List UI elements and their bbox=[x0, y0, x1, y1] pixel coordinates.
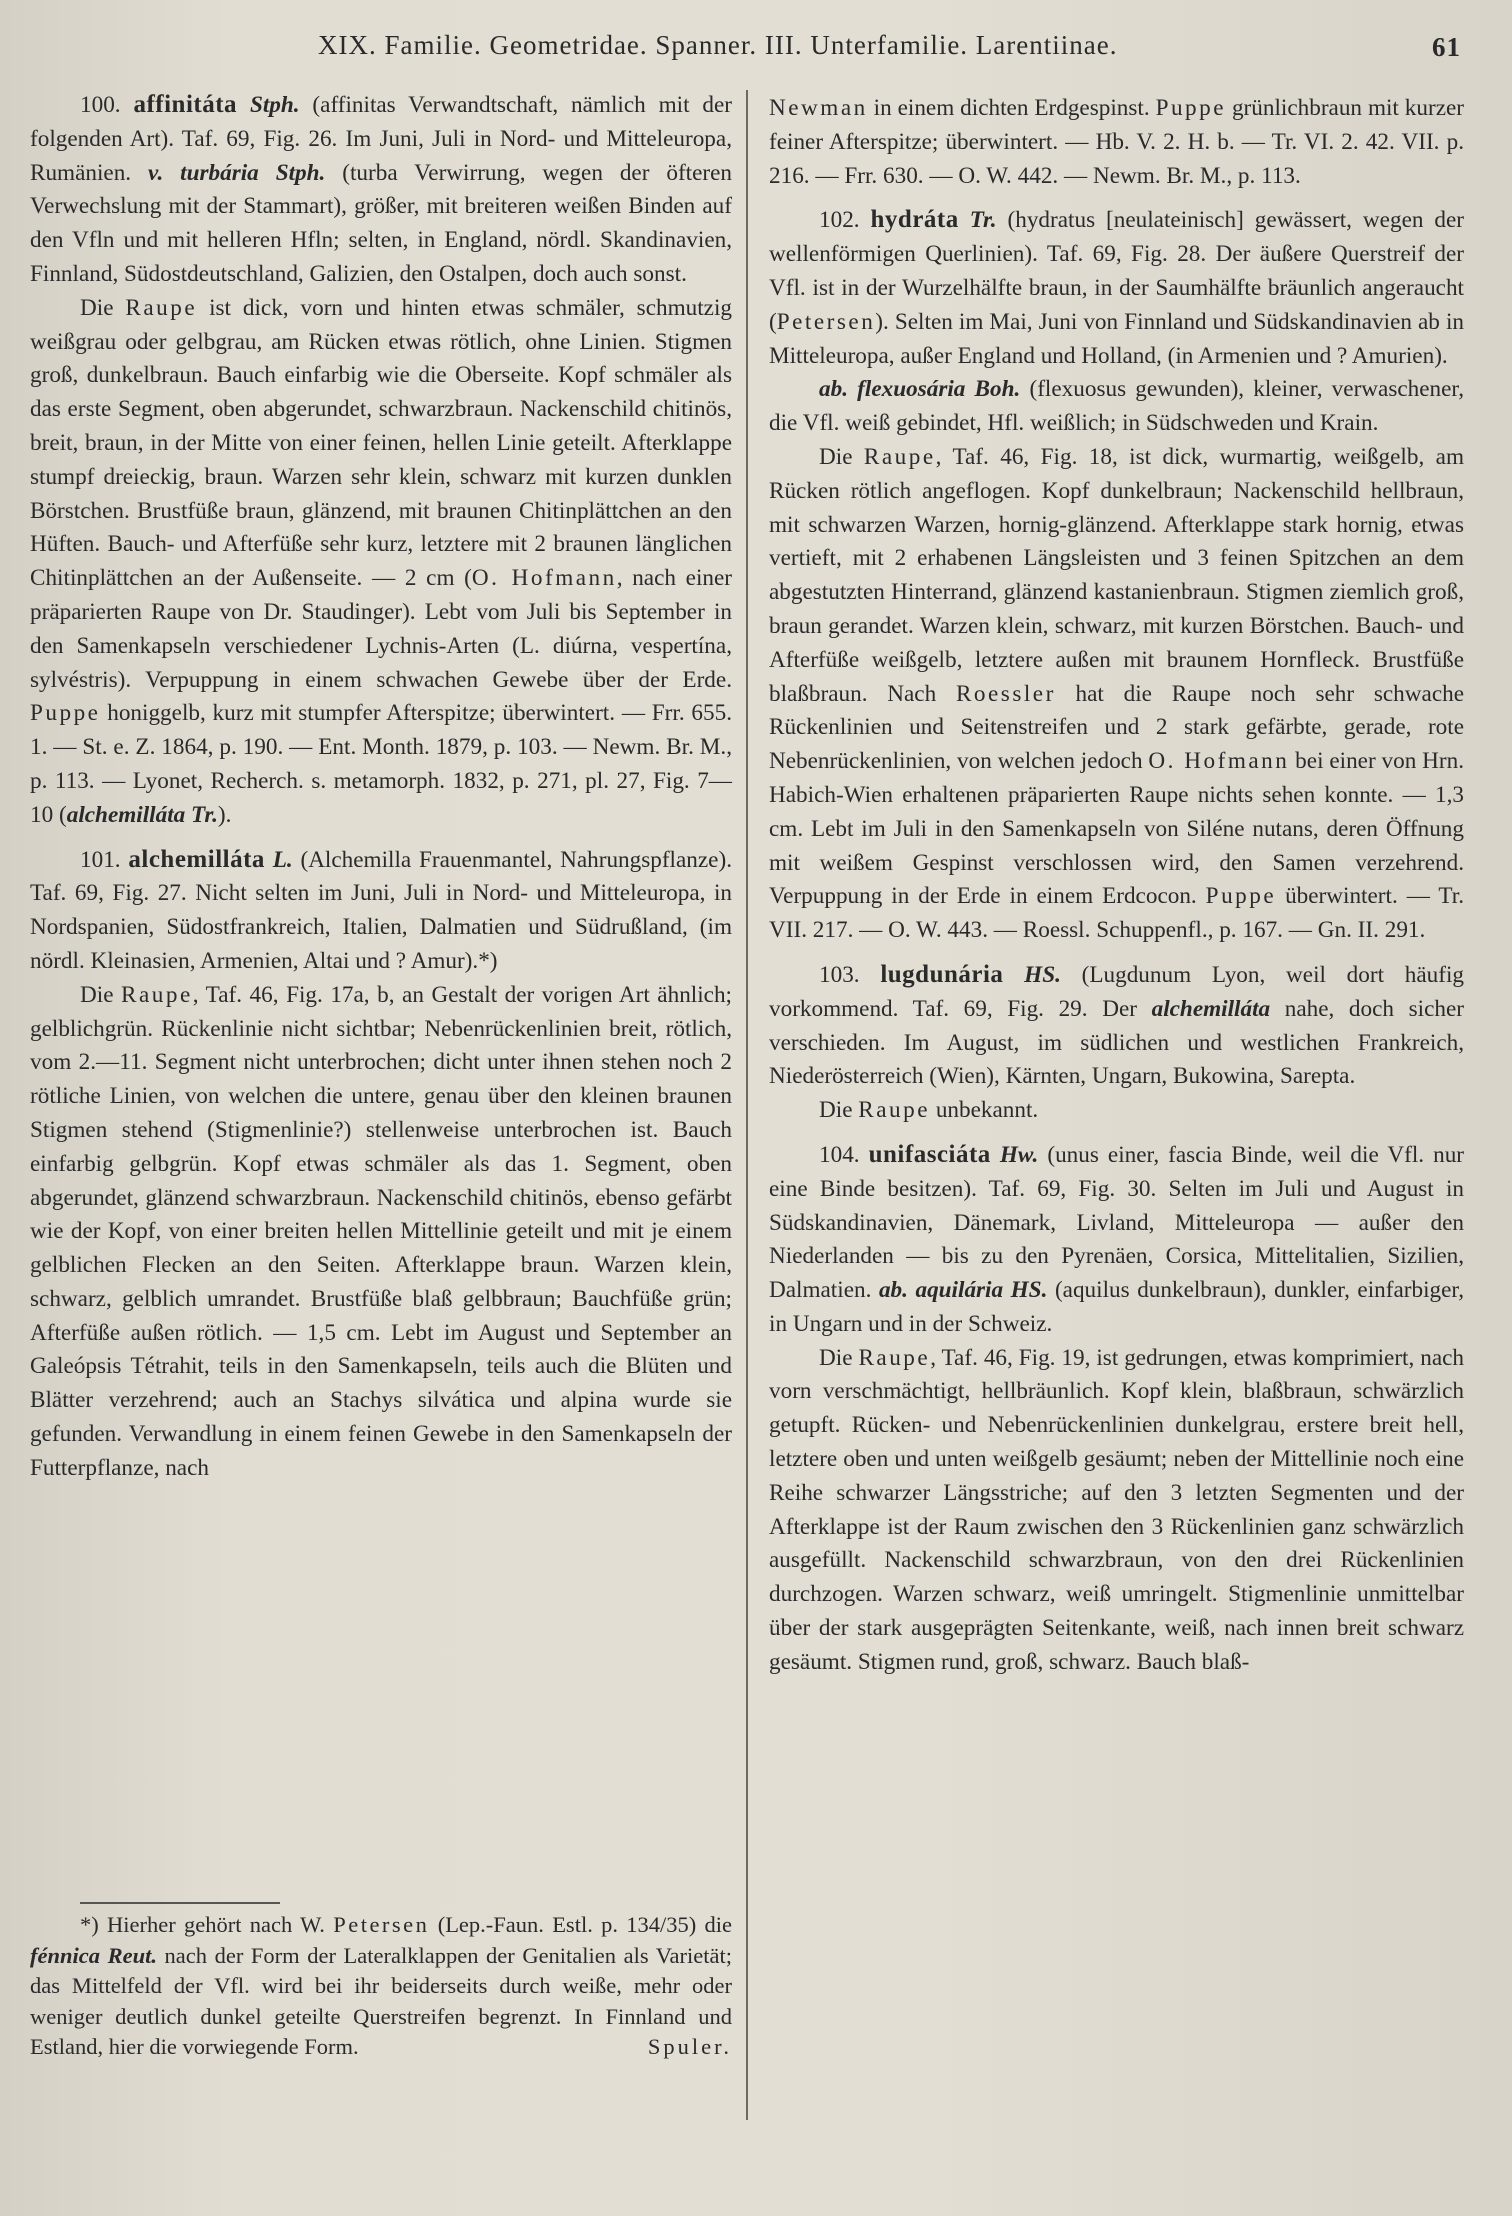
species-reference: alchemilláta bbox=[1151, 995, 1271, 1022]
entry-number: 102. bbox=[819, 207, 860, 234]
aberration-label: ab. aquilária HS. bbox=[878, 1277, 1048, 1304]
larva-text: überwintert. — Tr. VII. 217. — O. W. 443. — Roessl. Schuppenfl., p. 167. — Gn. II. 291. bbox=[769, 883, 1464, 944]
larva-text: ). bbox=[217, 801, 232, 828]
footnote-text: nach der Form der Lateralklappen der Genitalien als Varietät; das Mittelfeld der Vfl. wird bei ihr beiderseits durch weiße, mehr oder weniger deutlich dunkel geteilte Querstreifen begrenzt. In Finnland und Estland, hier die vorwiegende Form. bbox=[30, 1942, 732, 2059]
footnote-text: *) Hierher gehört nach W. bbox=[80, 1912, 334, 1937]
entry-text: in einem dichten Erdgespinst. bbox=[867, 95, 1156, 121]
entry-text: (Lugdunum Lyon, weil dort häufig vorkommend. Taf. 69, Fig. 29. Der bbox=[769, 961, 1464, 1022]
larva-paragraph bbox=[769, 441, 1464, 948]
larva-keyword: Raupe bbox=[121, 981, 193, 1008]
footnote-rule bbox=[80, 1902, 280, 1904]
entry-102 bbox=[769, 203, 1464, 373]
larva-paragraph bbox=[769, 1094, 1464, 1128]
entry-text: (Alchemilla Frauenmantel, Nahrungspflanze). Taf. 69, Fig. 27. Nicht selten im Juni, Juli in Nord- und Mitteleuropa, in Nordspanien, Südostfrankreich, Italien, Dalmatien und Südrußland, (im nördl. Kleinasien, Armenien, Altai und ? Amur).*) bbox=[30, 846, 732, 974]
person-name: O. Hofmann bbox=[471, 565, 617, 592]
species-author: Tr. bbox=[969, 207, 997, 234]
pupa-keyword: Puppe bbox=[1205, 883, 1277, 910]
entry-text: grünlichbraun mit kurzer feiner Afterspitze; überwintert. — Hb. V. 2. H. b. — Tr. VI. 2. 42. VII. p. 216. — Frr. 630. — O. W. 442. — Newm. Br. M., p. 113. bbox=[769, 95, 1464, 189]
larva-paragraph bbox=[769, 1342, 1464, 1680]
larva-keyword: Raupe bbox=[858, 1344, 931, 1371]
entry-104 bbox=[769, 1138, 1464, 1342]
right-column bbox=[769, 92, 1464, 1680]
person-name: Petersen bbox=[776, 308, 876, 335]
entry-number: 100. bbox=[80, 92, 121, 118]
species-author: HS. bbox=[1024, 961, 1061, 988]
larva-text: , Taf. 46, Fig. 17a, b, an Gestalt der vorigen Art ähnlich; gelblichgrün. Rückenlinie nicht sichtbar; Nebenrückenlinien breit, rötlich, vom 2.—11. Segment nicht unterbrochen; dicht unter ihnen stehen noch 2 rötliche Linien, von welchen die untere, genau über den kleinen braunen Stigmen stehend (Stigmenlinie?) stellenweise unterbrochen ist. Bauch einfarbig gelbgrün. Kopf etwas schmäler als das 1. Segment, oben abgerundet, glänzend schwarzbraun. Nackenschild chitinös, ebenso gefärbt wie der Kopf, von einer breiten hellen Mittellinie geteilt und mit je einem gelblichen Flecken an den Seiten. Afterklappe braun. Warzen klein, schwarz, gelblich umrandet. Brustfüße blaß gelbbraun; Bauchfüße grün; Afterfüße außen rötlich. — 1,5 cm. Lebt im August und September an Galeópsis Tétrahit, teils in den Samenkapseln, teils auch die Blüten und Blätter verzehrend; auch an Stachys silvática und alpina wurde sie gefunden. Verwandlung in einem feinen Gewebe in den Samenkapseln der Futterpflanze, nach bbox=[30, 981, 733, 1481]
entry-text: ). Selten im Mai, Juni von Finnland und Südskandinavien ab in Mitteleuropa, außer England und Holland, (in Armenien und ? Amurien). bbox=[769, 308, 1464, 369]
larva-text: Die bbox=[80, 981, 122, 1008]
pupa-keyword: Puppe bbox=[1155, 95, 1227, 121]
column-rule bbox=[746, 90, 748, 2120]
species-name: lugdunária bbox=[880, 960, 1004, 988]
larva-text: hat die Raupe noch sehr schwache Rückenlinien und Seitenstreifen und 2 stark gefärbte, gerade, rote Nebenrückenlinien, von welchen jedoch bbox=[769, 680, 1464, 775]
person-name: Newman bbox=[769, 95, 868, 121]
entry-number: 103. bbox=[819, 961, 860, 988]
species-name: unifasciáta bbox=[868, 1140, 991, 1168]
species-name: hydráta bbox=[870, 206, 959, 234]
larva-text: honiggelb, kurz mit stumpfer Afterspitze; überwintert. — Frr. 655. 1. — St. e. Z. 1864, p. 190. — Ent. Month. 1879, p. 103. — Newm. Br. M., p. 113. — Lyonet, Recherch. s. metamorph. 1832, p. 271, pl. 27, Fig. 7—10 ( bbox=[30, 700, 732, 828]
left-column bbox=[30, 88, 732, 1486]
entry-text: (aquilus dunkelbraun), dunkler, einfarbiger, in Ungarn und in der Schweiz. bbox=[769, 1277, 1465, 1337]
larva-text: ist dick, vorn und hinten etwas schmäler, schmutzig weißgrau oder gelbgrau, am Rücken etwas rötlich, ohne Linien. Stigmen groß, dunkelbraun. Bauch einfarbig wie die Oberseite. Kopf schmäler als das erste Segment, oben abgerundet, schwarzbraun. Nackenschild chitinös, breit, braun, in der Mitte von einer feinen, hellen Linie geteilt. Afterklappe stumpf dreieckig, braun. Warzen sehr klein, schwarz mit kurzen dunklen Börstchen. Brustfüße braun, glänzend, mit braunen Chitinplättchen an den Hüften. Bauch- und Afterfüße sehr kurz, letztere mit 2 braunen länglichen Chitinplättchen an der Außenseite. — 2 cm ( bbox=[30, 294, 732, 592]
aberration-paragraph bbox=[769, 373, 1464, 441]
footnote-text: (Lep.-Faun. Estl. p. 134/35) die bbox=[429, 1912, 733, 1937]
entry-100 bbox=[30, 88, 732, 292]
species-name: fénnica Reut. bbox=[30, 1942, 157, 1968]
running-head bbox=[0, 30, 1512, 70]
pupa-keyword: Puppe bbox=[30, 700, 101, 727]
page-number: 61 bbox=[1432, 32, 1461, 62]
synonym: alchemilláta Tr. bbox=[66, 801, 218, 828]
entry-text: (hydratus [neulateinisch] gewässert, wegen der wellenförmigen Querlinien). Taf. 69, Fig. 28. Der äußere Querstreif der Vfl. ist in der Wurzelhälfte braun, in der Saumhälfte bräunlich angeraucht ( bbox=[769, 207, 1465, 335]
variety-label: v. turbária Stph. bbox=[148, 159, 326, 186]
larva-keyword: Raupe bbox=[863, 443, 936, 470]
larva-text: , nach einer präparierten Raupe von Dr. Staudinger). Lebt vom Juli bis September in den Samenkapseln verschiedener Lychnis-Arten (L. diúrna, vespertína, sylvéstris). Verpuppung in einem schwachen Gewebe über der Erde. bbox=[30, 565, 732, 693]
aberration-label: ab. flexuosária Boh. bbox=[819, 376, 1021, 403]
larva-text: unbekannt. bbox=[930, 1097, 1039, 1124]
continuation-paragraph bbox=[769, 92, 1464, 193]
entry-text: (affinitas Verwandtschaft, nämlich mit der folgenden Art). Taf. 69, Fig. 26. Im Juni, Juli in Nord- und Mitteleuropa, Rumänien. bbox=[30, 92, 733, 186]
larva-paragraph bbox=[30, 292, 732, 833]
larva-text: , Taf. 46, Fig. 19, ist gedrungen, etwas komprimiert, nach vorn verschmächtigt, hellbräunlich. Kopf klein, blaßbraun, schwärzlich getupft. Rücken- und Nebenrückenlinien dunkelgrau, erstere breit hell, letztere oben und unten weißgelb gesäumt; neben der Mittellinie noch eine Reihe schwarzer Längsstriche; auf den 3 letzten Segmenten und der Afterklappe ist der Raum zwischen den 3 Rückenlinien ganz schwärzlich ausgefüllt. Nackenschild schwarzbraun, von den drei Rückenlinien durchzogen. Warzen schwarz, weiß umringelt. Stigmenlinie unmittelbar über der stark ausgeprägten Seitenkante, weiß, nach innen breit schwarz gesäumt. Stigmen rund, groß, schwarz. Bauch blaß- bbox=[769, 1344, 1465, 1675]
larva-text: Die bbox=[819, 443, 864, 470]
species-name: affinitáta bbox=[133, 91, 238, 118]
entry-101 bbox=[30, 843, 732, 979]
entry-number: 101. bbox=[80, 846, 121, 873]
larva-text: bei einer von Hrn. Habich-Wien erhaltenen präparierten Raupe nichts sehen konnte. — 1,3 cm. Lebt im Juli in den Samenkapseln von Siléne nutans, deren Öffnung mit weißem Gespinst verschlossen wird, den Samen verzehrend. Verpuppung in der Erde in einem Erdcocon. bbox=[769, 748, 1464, 910]
footnote bbox=[30, 1910, 732, 2063]
entry-text: (turba Verwirrung, wegen der öfteren Verwechslung mit der Stammart), größer, mit breiteren weißen Binden auf den Vfln und mit helleren Hfln; selten, in England, nördl. Skandinavien, Finnland, Südostdeutschland, Galizien, den Ostalpen, doch auch sonst. bbox=[30, 159, 733, 287]
entry-text: nahe, doch sicher verschieden. Im August, im südlichen und westlichen Frankreich, Niederösterreich (Wien), Kärnten, Ungarn, Bukowina, Sarepta. bbox=[769, 995, 1464, 1090]
person-name: Roessler bbox=[955, 680, 1056, 707]
person-name: O. Hofmann bbox=[1148, 748, 1290, 775]
running-title: XIX. Familie. Geometridae. Spanner. III. Unterfamilie. Larentiinae. bbox=[318, 30, 1118, 60]
larva-keyword: Raupe bbox=[125, 294, 198, 321]
species-author: Hw. bbox=[999, 1141, 1039, 1168]
larva-text: Die bbox=[80, 294, 126, 321]
footnote-signature: Spuler. bbox=[647, 2034, 732, 2059]
larva-paragraph bbox=[30, 979, 732, 1486]
entry-number: 104. bbox=[819, 1141, 860, 1168]
species-author: L. bbox=[272, 846, 293, 873]
entry-text: (flexuosus gewunden), kleiner, verwaschener, die Vfl. weiß gebindet, Hfl. weißlich; in Südschweden und Krain. bbox=[769, 376, 1465, 437]
larva-text: Die bbox=[819, 1344, 859, 1371]
person-name: Petersen bbox=[333, 1912, 430, 1937]
species-name: alchemilláta bbox=[128, 845, 265, 873]
species-author: Stph. bbox=[249, 92, 300, 118]
entry-text: (unus einer, fascia Binde, weil die Vfl. nur eine Binde besitzen). Taf. 69, Fig. 30. Selten im Juli und August in Südskandinavien, Dänemark, Livland, Mitteleuropa — außer den Niederlanden — bis zu den Pyrenäen, Corsica, Mittelitalien, Sizilien, Dalmatien. bbox=[769, 1141, 1465, 1304]
larva-keyword: Raupe bbox=[858, 1097, 931, 1124]
larva-text: Die bbox=[819, 1097, 859, 1124]
larva-text: , Taf. 46, Fig. 18, ist dick, wurmartig, weißgelb, am Rücken rötlich angeflogen. Kopf dunkelbraun; Nackenschild hellbraun, mit schwarzen Warzen, hornig-glänzend. Afterklappe stark hornig, etwas vertieft, mit 2 erhabenen Längsleisten und 3 feinen Spitzchen an dem abgestutzten Hinterrand, glänzend kastanienbraun. Stigmen ziemlich groß, braun gerandet. Warzen klein, schwarz, mit kurzen Börstchen. Bauch- und Afterfüße weißgelb, letztere außen mit braunem Hornfleck. Brustfüße blaßbraun. Nach bbox=[769, 443, 1464, 707]
entry-103 bbox=[769, 958, 1464, 1094]
